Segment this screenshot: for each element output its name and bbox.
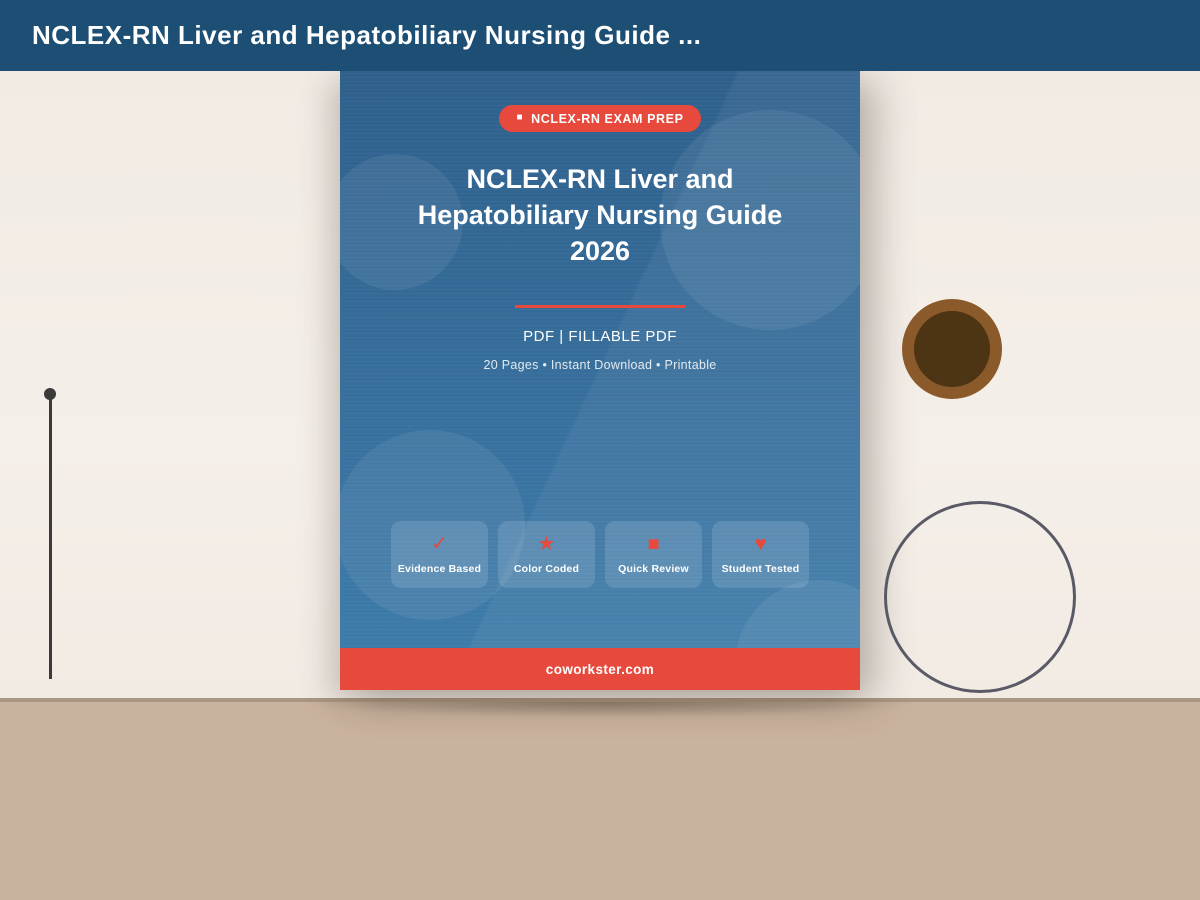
meta-line: 20 Pages • Instant Download • Printable <box>483 358 717 372</box>
exam-prep-badge <box>499 105 700 132</box>
cover-title-line: Hepatobiliary Nursing Guide <box>417 200 783 230</box>
coffee-cup <box>902 299 1002 399</box>
window-title-bar <box>0 0 1200 71</box>
check-icon: ✓ <box>431 533 448 555</box>
feature-card-quick-review <box>605 521 702 588</box>
website-url: coworkster.com <box>545 661 655 677</box>
book-cast-shadow <box>300 702 920 718</box>
feature-card-student-tested <box>712 521 809 588</box>
pen <box>44 388 56 679</box>
cover-title-line: 2026 <box>569 236 631 266</box>
feature-label: Student Tested <box>721 563 800 575</box>
feature-card-evidence-based <box>391 521 488 588</box>
page-title: NCLEX-RN Liver and Hepatobiliary Nursing Guide ... <box>32 20 702 50</box>
star-icon: ★ <box>537 533 556 555</box>
square-icon: ■ <box>516 111 524 123</box>
coffee-liquid <box>914 311 990 387</box>
decorative-ring-outline <box>884 501 1076 693</box>
cover-title <box>418 161 783 269</box>
cover-title-line: NCLEX-RN Liver and <box>466 164 734 194</box>
feature-label: Quick Review <box>618 563 689 575</box>
cover-footer-bar <box>340 648 860 690</box>
feature-card-color-coded <box>498 521 595 588</box>
format-line: PDF | FILLABLE PDF <box>523 328 677 345</box>
feature-label: Color Coded <box>513 563 580 575</box>
book-cover <box>340 71 860 690</box>
heart-icon: ♥ <box>754 533 767 555</box>
feature-label: Evidence Based <box>397 563 482 575</box>
pen-shaft <box>49 399 52 679</box>
desk-surface <box>0 698 1200 900</box>
badge-label: NCLEX-RN EXAM PREP <box>531 111 684 126</box>
feature-row <box>340 521 860 588</box>
accent-divider <box>515 305 685 308</box>
square-icon: ■ <box>647 533 660 555</box>
